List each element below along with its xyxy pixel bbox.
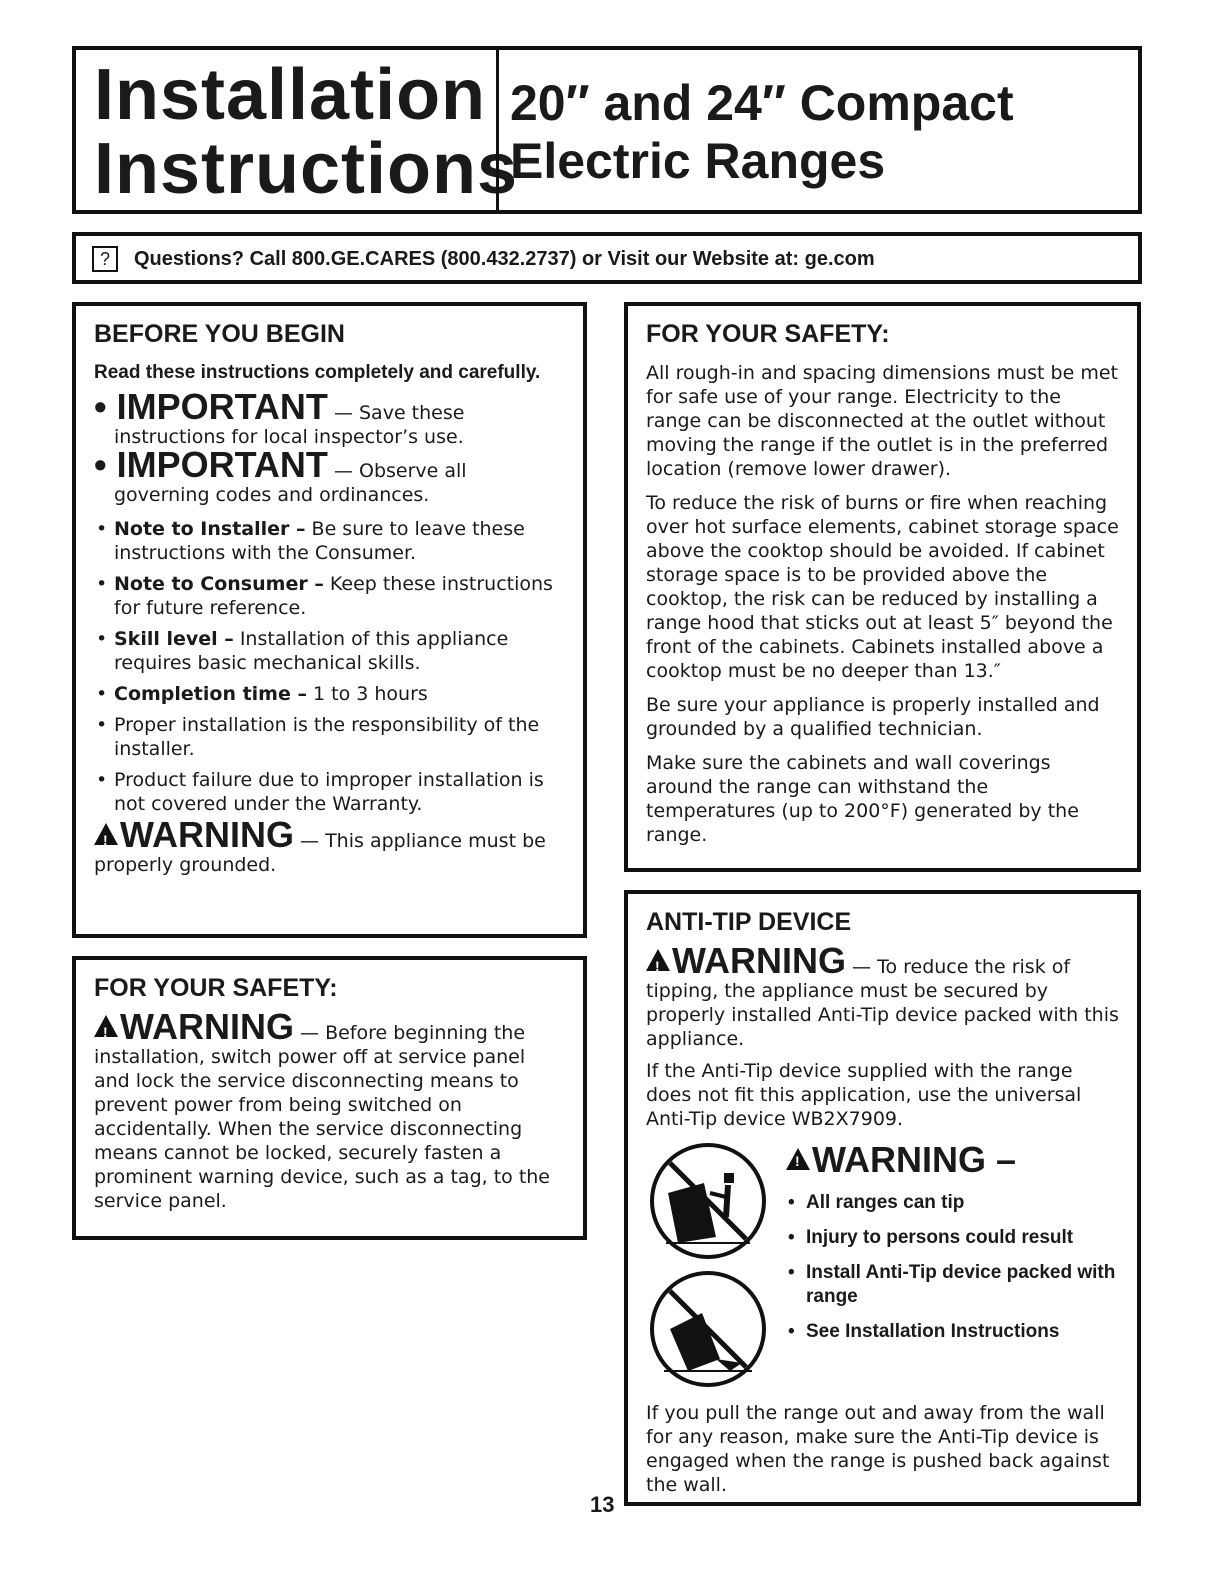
- anti-tip-warning-heading: !WARNING –: [786, 1139, 1119, 1181]
- section-title: ANTI-TIP DEVICE: [646, 908, 852, 936]
- section-title: BEFORE YOU BEGIN: [94, 320, 345, 348]
- tipping-warning: !WARNING — To reduce the risk of tipping, the appliance must be secured by properly installed Anti-Tip device packed with this appliance.: [646, 949, 1119, 1051]
- title-header: [72, 46, 1142, 214]
- list-item: • Completion time – 1 to 3 hours: [94, 682, 565, 706]
- anti-tip-warning-box: [786, 1139, 1119, 1355]
- document-title: [94, 55, 519, 209]
- questions-text: Questions? Call 800.GE.CARES (800.432.2737) or Visit our Website at: ge.com: [134, 248, 875, 270]
- title-line-2: Instructions: [94, 129, 519, 209]
- safety-paragraph: To reduce the risk of burns or fire when reaching over hot surface elements, cabinet storage space above the cooktop should be avoided. If cabinet storage space is to be provided above the cooktop, the risk can be reduced by installing a range hood that sticks out at least 5″ beyond the front of the cabinets. Cabinets installed above a cooktop must be no deeper than 13.″: [646, 492, 1119, 682]
- list-item: • Product failure due to improper installation is not covered under the Warranty.: [94, 768, 565, 816]
- safety-paragraph: All rough-in and spacing dimensions must be met for safe use of your range. Electricity to the range can be disconnected at the outlet without moving the range if the outlet is in the preferred location (remove lower drawer).: [646, 362, 1118, 480]
- important-note-1: • IMPORTANT — Save these instructions for local inspector’s use.: [94, 386, 465, 448]
- warning-triangle-icon: [94, 823, 118, 845]
- anti-tip-section: [624, 890, 1141, 1506]
- list-item: • Injury to persons could result: [786, 1226, 1119, 1250]
- list-item: • See Installation Instructions: [786, 1320, 1119, 1344]
- safety-paragraph: Be sure your appliance is properly installed and grounded by a qualified technician.: [646, 694, 1100, 740]
- list-item: • Skill level – Installation of this appliance requires basic mechanical skills.: [94, 627, 565, 675]
- anti-tip-paragraph: If the Anti-Tip device supplied with the range does not fit this application, use the universal Anti-Tip device WB2X7909.: [646, 1060, 1082, 1130]
- questions-bar: [72, 232, 1142, 284]
- page-number: 13: [590, 1492, 615, 1517]
- anti-tip-warning-list: [786, 1191, 1119, 1344]
- question-icon: ?: [92, 246, 118, 272]
- title-line-1: Installation: [94, 55, 487, 135]
- anti-tip-warning-graphic: [646, 1139, 1119, 1389]
- header-divider: [496, 50, 499, 210]
- list-item: • Proper installation is the responsibility of the installer.: [94, 713, 565, 761]
- warning-triangle-icon: [646, 949, 670, 971]
- power-off-warning: !WARNING — Before beginning the installation, switch power off at service panel and lock the service disconnecting means to prevent power from being switched on accidentally. When the service disconnecting means cannot be locked, securely fasten a prominent warning device, such as a tag, to the service panel.: [94, 1015, 565, 1213]
- no-tipping-range-icon: [646, 1267, 770, 1391]
- safety-section-right: [624, 302, 1141, 872]
- warning-triangle-icon: [786, 1148, 810, 1170]
- list-item: • All ranges can tip: [786, 1191, 1119, 1215]
- section-title: FOR YOUR SAFETY:: [646, 320, 890, 348]
- before-you-begin-section: [72, 302, 587, 938]
- safety-paragraph: Make sure the cabinets and wall coverings around the range can withstand the temperatures (up to 200°F) generated by the range.: [646, 752, 1079, 846]
- product-line-1: 20″ and 24″ Compact: [510, 75, 1014, 131]
- anti-tip-paragraph: If you pull the range out and away from the wall for any reason, make sure the Anti-Tip device is engaged when the range is pushed back against the wall.: [646, 1402, 1110, 1496]
- warning-triangle-icon: [94, 1015, 118, 1037]
- product-line-2: Electric Ranges: [510, 133, 886, 189]
- important-note-2: • IMPORTANT — Observe all governing codes and ordinances.: [94, 444, 467, 506]
- product-title: [510, 74, 1014, 190]
- list-item: • Install Anti-Tip device packed with range: [786, 1261, 1119, 1309]
- safety-section-left: [72, 956, 587, 1240]
- before-bullet-list: [94, 517, 565, 816]
- no-tipping-range-icon: [646, 1139, 770, 1263]
- list-item: • Note to Consumer – Keep these instructions for future reference.: [94, 572, 565, 620]
- grounding-warning: !WARNING — This appliance must be properly grounded.: [94, 823, 565, 877]
- lead-text: Read these instructions completely and carefully.: [94, 362, 541, 383]
- list-item: • Note to Installer – Be sure to leave these instructions with the Consumer.: [94, 517, 565, 565]
- section-title: FOR YOUR SAFETY:: [94, 974, 338, 1002]
